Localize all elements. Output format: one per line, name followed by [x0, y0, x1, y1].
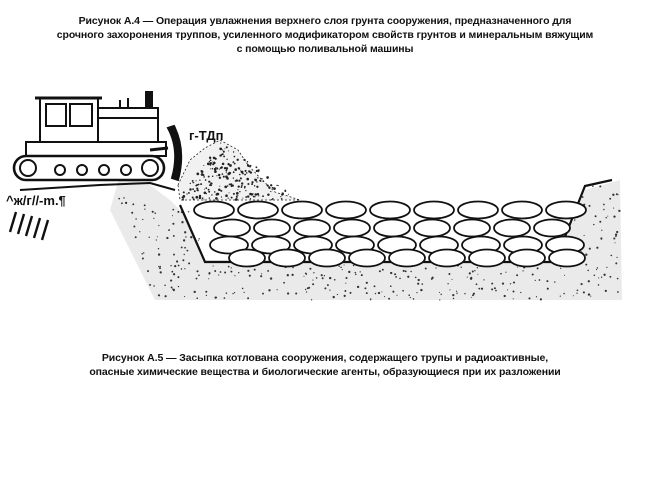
buried-object: [429, 250, 465, 267]
buried-object: [414, 202, 454, 219]
figure-a5-caption: [0, 351, 650, 379]
figure-a4-caption-line-1: Рисунок А.4 — Операция увлажнения верхнего слоя грунта сооружения, предназначенного для: [78, 15, 572, 27]
bulldozer: [14, 92, 181, 180]
buried-object: [282, 202, 322, 219]
buried-object: [238, 202, 278, 219]
buried-object: [389, 250, 425, 267]
soil-hatch-symbol: [10, 212, 48, 240]
figure-a5-caption-line-2: опасные химические вещества и биологические агенты, образующиеся при их разложении: [89, 366, 561, 378]
buried-objects: [194, 202, 586, 267]
buried-object: [194, 202, 234, 219]
buried-object: [309, 250, 345, 267]
buried-object: [534, 220, 570, 237]
buried-object: [469, 250, 505, 267]
buried-object: [549, 250, 585, 267]
buried-object: [349, 250, 385, 267]
buried-object: [502, 202, 542, 219]
figure-a4-caption-line-3: с помощью поливальной машины: [236, 43, 414, 55]
surface-label: ^ж/г//-m.¶: [6, 193, 66, 208]
buried-object: [254, 220, 290, 237]
buried-object: [546, 202, 586, 219]
buried-object: [269, 250, 305, 267]
buried-object: [370, 202, 410, 219]
buried-object: [414, 220, 450, 237]
buried-object: [214, 220, 250, 237]
buried-object: [458, 202, 498, 219]
buried-object: [494, 220, 530, 237]
buried-object: [326, 202, 366, 219]
buried-object: [334, 220, 370, 237]
fill-label: г-ТДп: [189, 128, 224, 143]
buried-object: [454, 220, 490, 237]
buried-object: [509, 250, 545, 267]
figure-a4-caption-line-2: срочного захоронения труппов, усиленного модификатором свойств грунтов и минеральным вяжущим: [56, 29, 594, 41]
figure-a5-caption-line-1: Рисунок А.5 — Засыпка котлована сооружения, содержащего трупы и радиоактивные,: [101, 352, 549, 364]
loose-fill-pile: [178, 140, 300, 201]
buried-object: [374, 220, 410, 237]
buried-object: [294, 220, 330, 237]
buried-object: [229, 250, 265, 267]
